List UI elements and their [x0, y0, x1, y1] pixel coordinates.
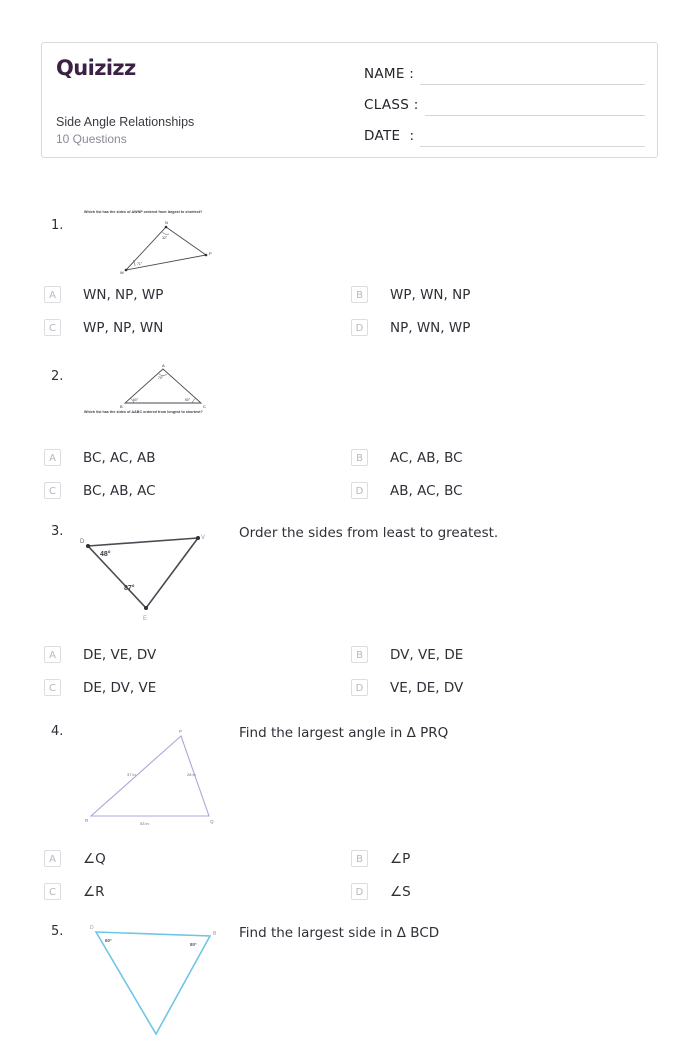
question-4-options [44, 842, 658, 908]
option-c-letter: C [44, 883, 61, 900]
option-d-letter: D [351, 319, 368, 336]
question-2-prompt: Which list has the sides of ΔABC ordered from longest to shortest? [84, 410, 203, 414]
option-d[interactable] [351, 671, 658, 704]
option-d[interactable] [351, 311, 658, 344]
svg-text:N: N [165, 220, 168, 225]
option-b-text: DV, VE, DE [390, 646, 464, 663]
question-3-number: 3. [51, 524, 64, 539]
option-a-letter: A [44, 850, 61, 867]
option-a[interactable] [44, 441, 351, 474]
option-c-letter: C [44, 482, 61, 499]
question-2-number: 2. [51, 369, 64, 384]
question-2-figure [117, 363, 217, 411]
svg-text:60°: 60° [105, 938, 112, 943]
quizizz-logo: Quizizz [56, 56, 136, 80]
option-row [44, 671, 658, 704]
svg-text:70°: 70° [158, 376, 164, 380]
option-c-text: WP, NP, WN [83, 319, 164, 336]
option-row [44, 638, 658, 671]
svg-text:B: B [213, 931, 217, 937]
question-1-number: 1. [51, 218, 64, 233]
question-4-number: 4. [51, 724, 64, 739]
svg-text:28 in: 28 in [187, 772, 196, 777]
question-4-prompt: Find the largest angle in Δ PRQ [239, 725, 449, 741]
question-2-options [44, 441, 658, 507]
svg-text:87°: 87° [124, 585, 135, 592]
svg-text:D: D [90, 925, 94, 931]
option-d-text: NP, WN, WP [390, 319, 471, 336]
option-a-text: DE, VE, DV [83, 646, 157, 663]
option-c[interactable] [44, 311, 351, 344]
option-c-text: BC, AB, AC [83, 482, 156, 499]
option-a-text: WN, NP, WP [83, 286, 164, 303]
svg-text:D: D [80, 539, 85, 545]
option-row [44, 474, 658, 507]
option-row [44, 842, 658, 875]
class-field-input[interactable] [425, 95, 645, 116]
option-a-letter: A [44, 449, 61, 466]
option-d-letter: D [351, 482, 368, 499]
worksheet-header-card [41, 42, 658, 158]
option-d[interactable] [351, 875, 658, 908]
svg-text:71°: 71° [137, 262, 143, 266]
option-d-text: AB, AC, BC [390, 482, 463, 499]
option-row [44, 875, 658, 908]
question-3-prompt: Order the sides from least to greatest. [239, 525, 499, 541]
svg-text:A: A [162, 363, 165, 368]
svg-text:W: W [120, 270, 124, 275]
date-field-label: DATE : [364, 128, 415, 144]
svg-text:50°: 50° [185, 398, 191, 402]
option-d-text: VE, DE, DV [390, 679, 464, 696]
question-5-number: 5. [51, 924, 64, 939]
date-field-row [364, 116, 645, 147]
svg-text:32°: 32° [162, 236, 168, 240]
name-field-input[interactable] [420, 64, 645, 85]
option-row [44, 311, 658, 344]
option-a-letter: A [44, 646, 61, 663]
question-4-figure [83, 726, 228, 826]
question-5-figure [80, 922, 230, 1042]
option-b-text: ∠P [390, 850, 411, 867]
option-b[interactable] [351, 842, 658, 875]
option-c[interactable] [44, 671, 351, 704]
svg-text:48°: 48° [100, 551, 111, 558]
option-c[interactable] [44, 875, 351, 908]
option-d-letter: D [351, 679, 368, 696]
question-5-prompt: Find the largest side in Δ BCD [239, 925, 440, 941]
name-field-row [364, 54, 645, 85]
svg-text:80°: 80° [190, 942, 197, 947]
option-b[interactable] [351, 638, 658, 671]
option-d[interactable] [351, 474, 658, 507]
question-1-options [44, 278, 658, 344]
option-d-text: ∠S [390, 883, 411, 900]
svg-text:B: B [120, 404, 123, 409]
option-b[interactable] [351, 278, 658, 311]
option-c-text: DE, DV, VE [83, 679, 157, 696]
name-field-label: NAME : [364, 66, 415, 82]
question-3-figure [78, 530, 223, 625]
question-count: 10 Questions [56, 132, 127, 146]
svg-text:P: P [179, 729, 183, 734]
option-a[interactable] [44, 842, 351, 875]
option-a[interactable] [44, 278, 351, 311]
student-info-fields [364, 54, 645, 147]
option-b[interactable] [351, 441, 658, 474]
svg-text:37 in: 37 in [127, 772, 136, 777]
question-1-figure [110, 218, 220, 280]
question-1-prompt: Which list has the sides of ΔWNP ordered from largest to shortest? [84, 210, 203, 214]
option-a-letter: A [44, 286, 61, 303]
option-row [44, 441, 658, 474]
svg-text:53 in: 53 in [140, 821, 149, 826]
option-b-letter: B [351, 449, 368, 466]
option-c-letter: C [44, 679, 61, 696]
question-3-options [44, 638, 658, 704]
svg-text:C: C [203, 404, 206, 409]
option-row [44, 278, 658, 311]
svg-text:P: P [209, 251, 212, 256]
option-b-letter: B [351, 646, 368, 663]
svg-text:R: R [85, 818, 89, 823]
class-field-label: CLASS : [364, 97, 419, 113]
option-a[interactable] [44, 638, 351, 671]
class-field-row [364, 85, 645, 116]
svg-text:V: V [201, 535, 206, 541]
svg-text:Q: Q [210, 819, 214, 824]
header-left-block [56, 51, 366, 148]
option-c-text: ∠R [83, 883, 105, 900]
option-d-letter: D [351, 883, 368, 900]
svg-text:60°: 60° [133, 398, 139, 402]
option-b-letter: B [351, 850, 368, 867]
option-b-text: AC, AB, BC [390, 449, 463, 466]
option-c-letter: C [44, 319, 61, 336]
svg-text:E: E [143, 616, 148, 622]
option-a-text: ∠Q [83, 850, 106, 867]
worksheet-title: Side Angle Relationships [56, 115, 195, 129]
option-a-text: BC, AC, AB [83, 449, 156, 466]
option-c[interactable] [44, 474, 351, 507]
option-b-text: WP, WN, NP [390, 286, 471, 303]
option-b-letter: B [351, 286, 368, 303]
date-field-input[interactable] [420, 126, 645, 147]
